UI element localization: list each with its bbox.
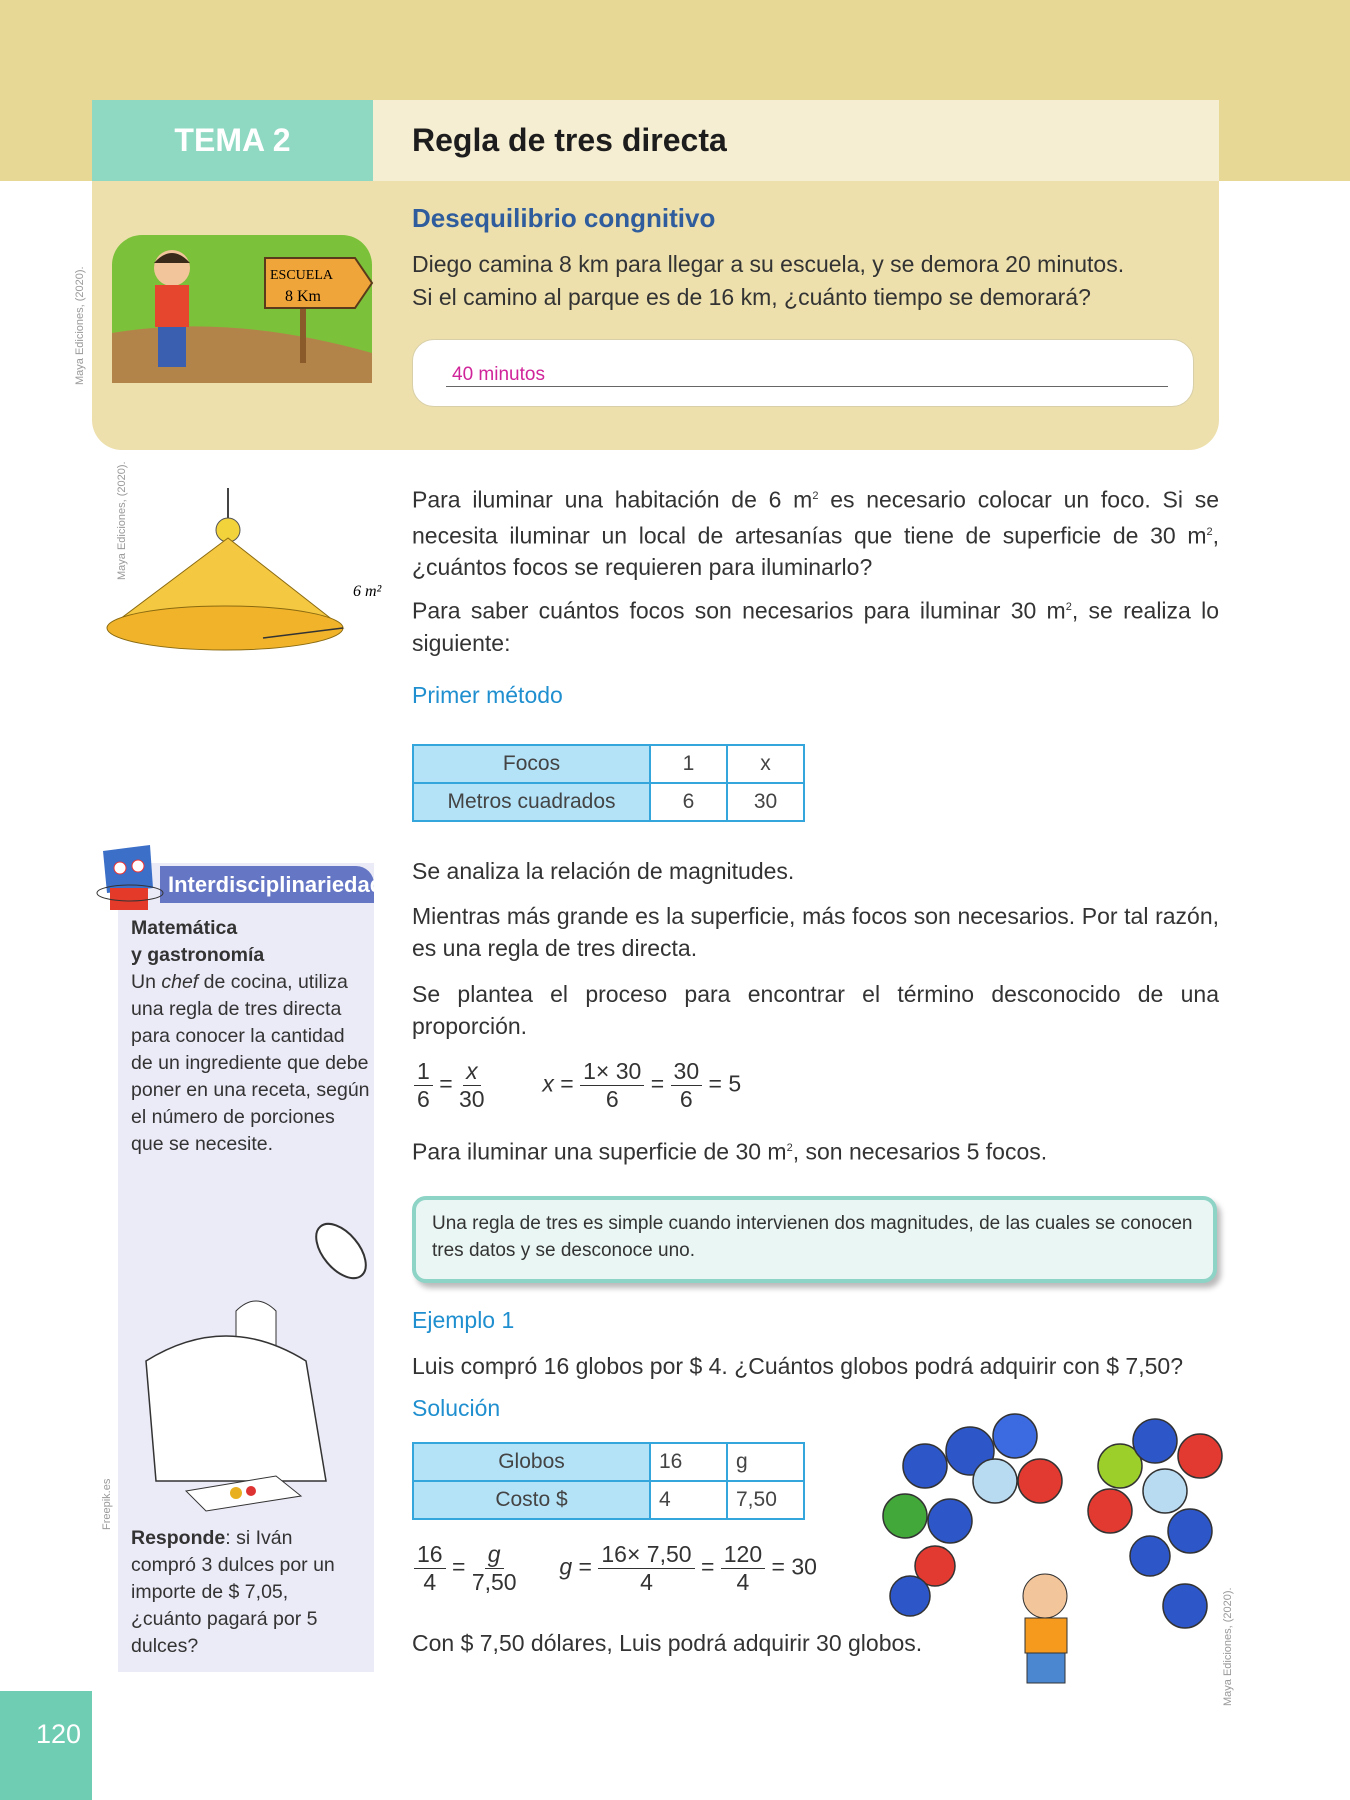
balloons-illustration (875, 1406, 1245, 1691)
example-conclusion: Con $ 7,50 dólares, Luis podrá adquirir 30 globos. (412, 1630, 923, 1656)
example-equation: $\frac{16}{4}$ = $\frac{g}{7,50}$ g = $\frac{16\times 7,50}{4}$ = $\frac{120}{4}$ = 30 (414, 1541, 817, 1596)
table-cell: 6 (650, 783, 727, 821)
table-cell: g (727, 1443, 804, 1481)
example-heading: Ejemplo 1 (412, 1307, 515, 1333)
table-cell: Focos (413, 745, 650, 783)
book-mascot-icon (95, 843, 165, 915)
answer-value[interactable]: 40 minutos (452, 364, 545, 385)
table-cell: 30 (727, 783, 804, 821)
table-cell: 16 (650, 1443, 727, 1481)
sidebar-title: Matemática (131, 917, 238, 939)
table-cell: 1 (650, 745, 727, 783)
table-row (413, 745, 804, 783)
method-heading: Primer método (412, 682, 563, 708)
table-cell: Metros cuadrados (413, 783, 650, 821)
sign-distance: 8 Km (285, 288, 321, 305)
example-problem: Luis compró 16 globos por $ 4. ¿Cuántos globos podrá adquirir con $ 7,50? (412, 1353, 1183, 1379)
page-title: Regla de tres directa (373, 100, 1219, 181)
sidebar-text (131, 915, 371, 1158)
chef-illustration (126, 1211, 374, 1516)
image-credit: Maya Ediciones, (2020). (116, 461, 128, 580)
solution-heading: Solución (412, 1395, 501, 1421)
sidebar-body: Un chef de cocina, utiliza una regla de tres directa para conocer la cantidad de un ingrediente que debe poner en una receta, según el número de porciones que se necesite. (131, 971, 370, 1155)
answer-line (446, 386, 1168, 387)
sidebar-question: Responde: si Iván compró 3 dulces por un importe de $ 7,05, ¿cuánto pagará por 5 dulces? (131, 1527, 335, 1657)
analysis-conclusion: Para iluminar una superficie de 30 $m^2$, son necesarios 5 focos. (412, 1138, 1048, 1165)
image-credit: Freepik.es (101, 1478, 113, 1530)
lamp-illustration (103, 488, 382, 658)
definition-note: Una regla de tres es simple cuando intervienen dos magnitudes, de las cuales se conocen tres datos y se desconoce uno. (412, 1196, 1217, 1283)
sidebar-heading: Interdisciplinariedad (160, 866, 374, 903)
sign-text: ESCUELA (270, 268, 333, 283)
proportion-equation: $\frac{1}{6}$ = $\frac{x}{30}$ x = $\frac{1\times 30}{6}$ = $\frac{30}{6}$ = 5 (414, 1058, 741, 1113)
sidebar-subtitle: y gastronomía (131, 944, 265, 966)
analysis-3: Se plantea el proceso para encontrar el término desconocido de una proporción. (412, 981, 1219, 1039)
page-number: 120 (0, 1691, 92, 1800)
section-heading: Desequilibrio congnitivo (412, 203, 716, 233)
area-label: 6 m² (353, 583, 382, 600)
focos-table (412, 744, 805, 822)
globos-table (412, 1442, 805, 1520)
problem-line-2: Si el camino al parque es de 16 km, ¿cuánto tiempo se demorará? (412, 284, 1091, 310)
image-credit: Maya Ediciones, (2020). (74, 266, 86, 385)
table-row (413, 1443, 804, 1481)
boy-walking-illustration (110, 233, 375, 385)
intro-paragraph-2: Para saber cuántos focos son necesarios para iluminar 30 $m^2$, se realiza lo siguiente: (412, 597, 1219, 656)
table-cell: x (727, 745, 804, 783)
problem-line-1: Diego camina 8 km para llegar a su escuela, y se demora 20 minutos. (412, 251, 1125, 277)
image-credit: Maya Ediciones, (2020). (1222, 1587, 1234, 1706)
intro-paragraph-1: Para iluminar una habitación de 6 $m^2$ es necesario colocar un foco. Si se necesita iluminar un local de artesanías que tiene de superficie de 30 $m^2$, ¿cuántos focos se requieren para iluminarlo? (412, 486, 1219, 581)
table-cell: Globos (413, 1443, 650, 1481)
analysis-1: Se analiza la relación de magnitudes. (412, 858, 795, 884)
table-cell: Costo $ (413, 1481, 650, 1519)
table-cell: 4 (650, 1481, 727, 1519)
table-row (413, 1481, 804, 1519)
table-row (413, 783, 804, 821)
analysis-2: Mientras más grande es la superficie, más focos son necesarios. Por tal razón, es una regla de tres directa. (412, 903, 1219, 961)
table-cell: 7,50 (727, 1481, 804, 1519)
topic-label: TEMA 2 (92, 100, 373, 181)
